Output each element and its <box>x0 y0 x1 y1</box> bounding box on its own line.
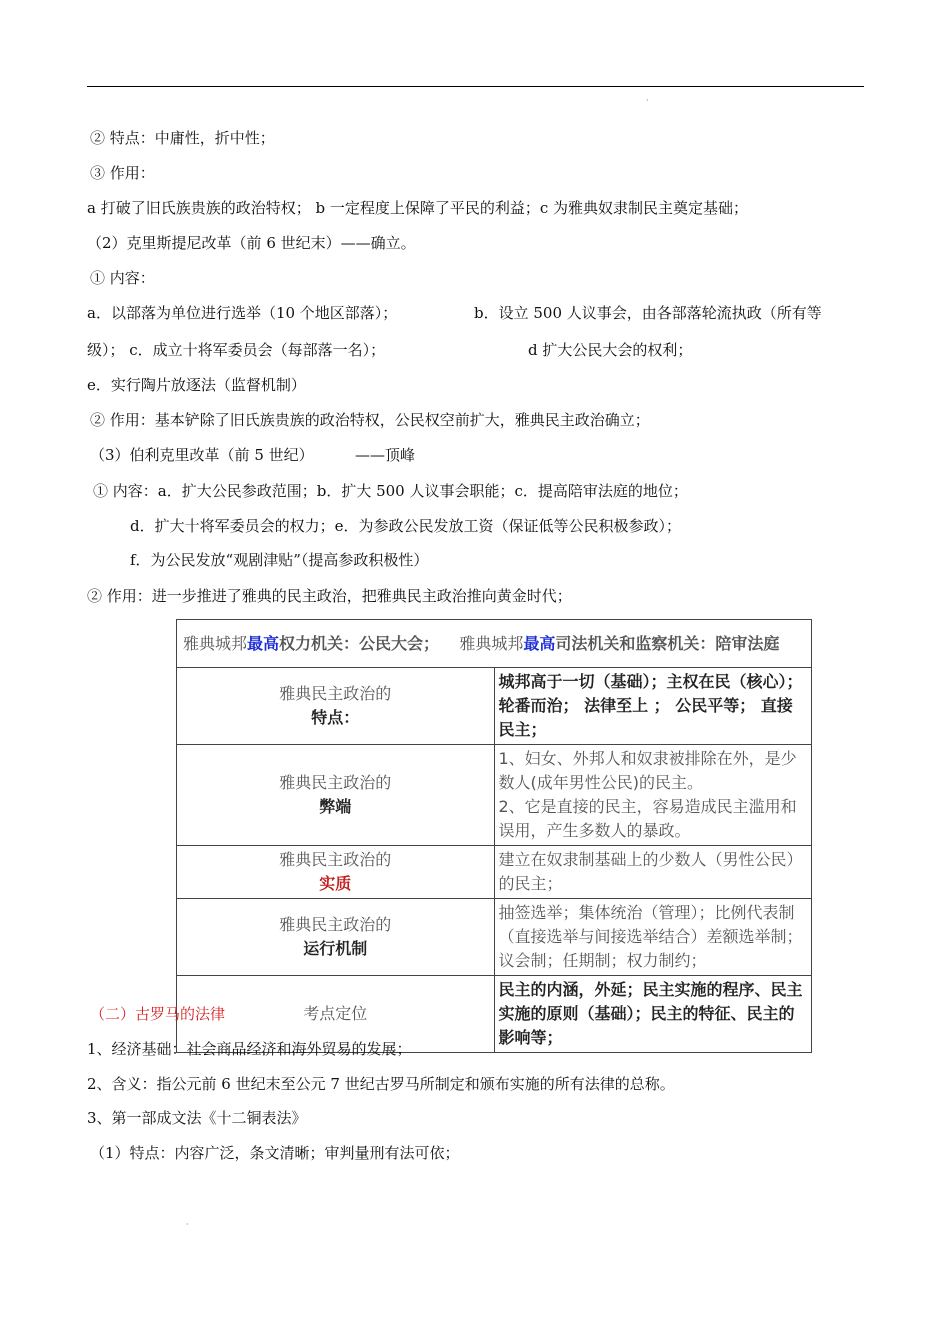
text-line: 1、经济基础：社会商品经济和海外贸易的发展； <box>87 1040 412 1058</box>
text-line: （2）克里斯提尼改革（前 6 世纪末）——确立。 <box>87 234 416 252</box>
decorative-dot: · <box>186 1220 189 1229</box>
text-line: a．以部落为单位进行选举（10 个地区部落）； <box>87 304 398 322</box>
row-content: 抽签选举；集体统治（管理）；比例代表制（直接选举与间接选举结合）差额选举制；议会制；任期制；权力制约； <box>494 899 812 976</box>
row-label: 考点定位 <box>177 976 495 1053</box>
text-line: ② 特点：中庸性，折中性； <box>90 129 275 147</box>
row-label-top: 雅典民主政治的 <box>279 684 392 703</box>
table-row <box>177 668 812 745</box>
row-label-key: 实质 <box>319 874 352 893</box>
table-row <box>177 846 812 899</box>
text-line: ② 作用：进一步推进了雅典的民主政治，把雅典民主政治推向黄金时代； <box>87 587 572 605</box>
text-line: ① 内容： <box>90 269 155 287</box>
header-rule <box>87 86 864 87</box>
text-line: ③ 作用： <box>90 164 155 182</box>
table-row <box>177 745 812 846</box>
section-heading: （二）古罗马的法律 <box>90 1005 226 1023</box>
row-content <box>494 745 812 846</box>
row-label-top: 雅典民主政治的 <box>279 850 392 869</box>
text-line: （3）伯利克里改革（前 5 世纪） <box>90 446 314 464</box>
athens-democracy-table <box>176 619 812 1053</box>
row-label-key: 运行机制 <box>303 939 368 958</box>
row-label-key: 弊端 <box>319 797 352 816</box>
header-a-highlight: 最高 <box>247 633 280 653</box>
table-row <box>177 899 812 976</box>
header-a-suffix: 权力机关：公民大会； <box>279 633 440 653</box>
row-content: 建立在奴隶制基础上的少数人（男性公民）的民主； <box>494 846 812 899</box>
text-line: 3、第一部成文法《十二铜表法》 <box>87 1109 307 1127</box>
decorative-dot: · <box>646 96 649 105</box>
row-label <box>177 846 495 899</box>
row-content-line: 1、妇女、外邦人和奴隶被排除在外，是少数人(成年男性公民)的民主。 <box>498 749 797 792</box>
row-label <box>177 668 495 745</box>
text-line: （1）特点：内容广泛，条文清晰；审判量刑有法可依； <box>90 1144 460 1162</box>
text-line: d．扩大十将军委员会的权力；e．为参政公民发放工资（保证低等公民积极参政）； <box>130 517 681 535</box>
text-line: f．为公民发放“观剧津贴”（提高参政积极性） <box>130 551 429 569</box>
text-line: ① 内容：a．扩大公民参政范围；b．扩大 500 人议事会职能；c．提高陪审法庭的地位； <box>93 482 688 500</box>
row-label-top: 雅典民主政治的 <box>279 773 392 792</box>
row-label-key: 特点： <box>311 708 360 727</box>
text-line: b．设立 500 人议事会，由各部落轮流执政（所有等 <box>474 304 822 322</box>
row-content-line: 2、它是直接的民主，容易造成民主滥用和误用，产生多数人的暴政。 <box>498 797 797 840</box>
text-line: 2、含义：指公元前 6 世纪末至公元 7 世纪古罗马所制定和颁布实施的所有法律的总称。 <box>87 1075 675 1093</box>
text-line: 级）； c．成立十将军委员会（每部落一名）； <box>87 341 386 359</box>
row-content: 城邦高于一切（基础）；主权在民（核心）； 轮番而治； 法律至上 ； 公民平等； 直接民主； <box>494 668 812 745</box>
header-b-highlight: 最高 <box>523 633 556 653</box>
table-header-row <box>177 620 812 668</box>
row-label-top: 雅典民主政治的 <box>279 915 392 934</box>
text-line: d 扩大公民大会的权利； <box>528 341 693 359</box>
text-line: a 打破了旧氏族贵族的政治特权； b 一定程度上保障了平民的利益；c 为雅典奴隶制民主奠定基础； <box>87 199 749 217</box>
row-label <box>177 899 495 976</box>
header-b-suffix: 司法机关和监察机关：陪审法庭 <box>555 633 780 653</box>
table-header-cell <box>177 620 812 668</box>
row-label <box>177 745 495 846</box>
header-a-prefix: 雅典城邦 <box>183 633 248 653</box>
row-content: 民主的内涵，外延；民主实施的程序、民主实施的原则（基础）；民主的特征、民主的影响等； <box>494 976 812 1053</box>
header-b-prefix: 雅典城邦 <box>459 633 524 653</box>
text-line: ② 作用：基本铲除了旧氏族贵族的政治特权，公民权空前扩大，雅典民主政治确立； <box>90 411 650 429</box>
text-line: e．实行陶片放逐法（监督机制） <box>87 376 306 394</box>
text-line: ——顶峰 <box>355 446 416 464</box>
